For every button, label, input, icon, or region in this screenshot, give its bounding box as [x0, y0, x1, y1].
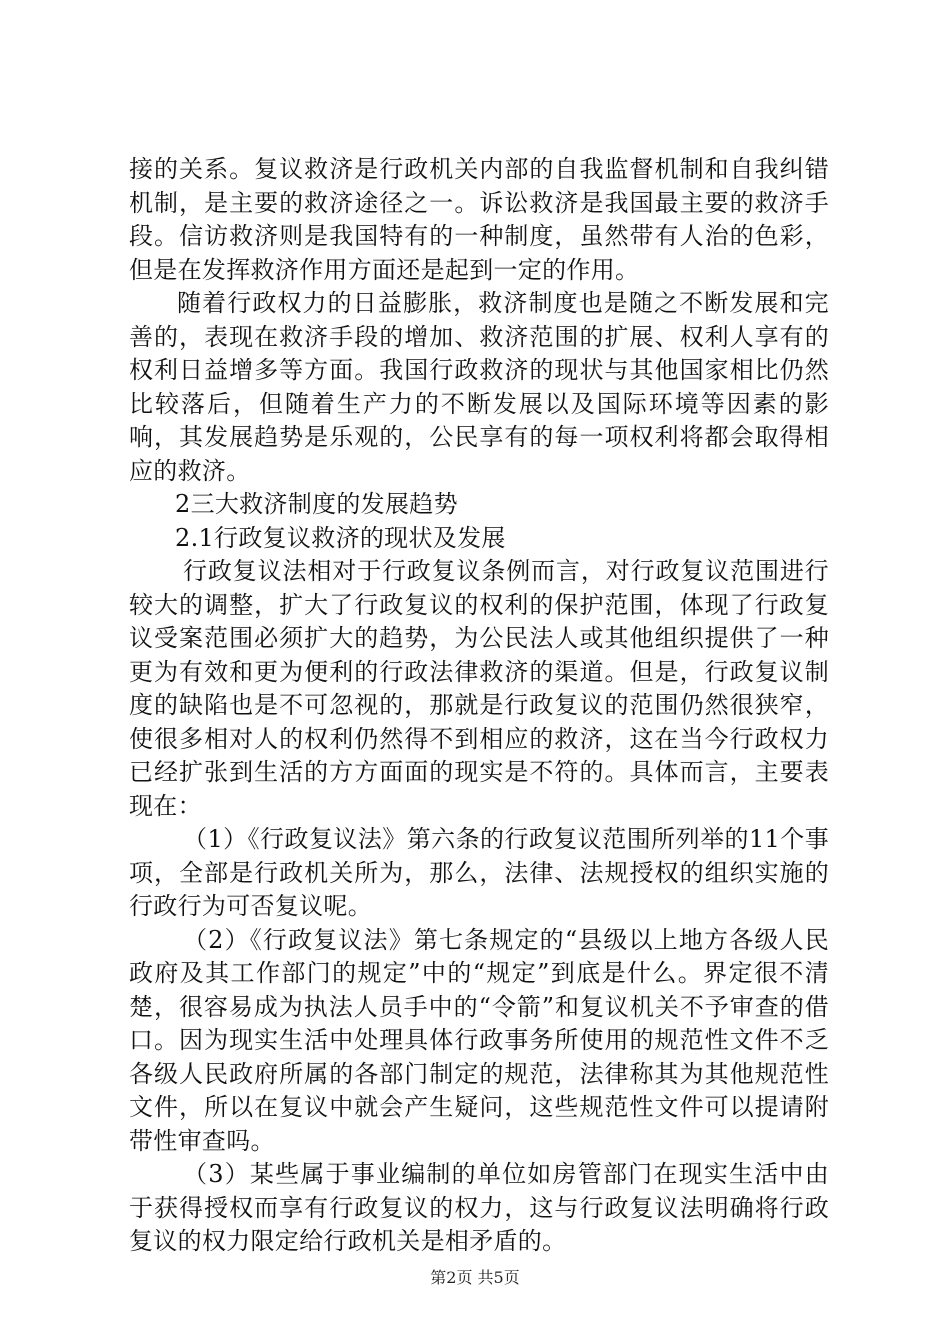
paragraph-development: 随着行政权力的日益膨胀，救济制度也是随之不断发展和完善的，表现在救济手段的增加、救济范围的扩展、权利人享有的权利日益增多等方面。我国行政救济的现状与其他国家相比仍然比较落后，但随着生产力的不断发展以及国际环境等因素的影响，其发展趋势是乐观的，公民享有的每一项权利将都会取得相应的救济。 [129, 289, 829, 485]
list-item-2: （2）《行政复议法》第七条规定的“县级以上地方各级人民政府及其工作部门的规定”中的“规定”到底是什么。界定很不清楚，很容易成为执法人员手中的“令箭”和复议机关不予审查的借口。因为现实生活中处理具体行政事务所使用的规范性文件不乏各级人民政府所属的各部门制定的规范，法律称其为其他规范性文件，所以在复议中就会产生疑问，这些规范性文件可以提请附带性审查吗。 [129, 925, 829, 1155]
subsection-heading: 2.1行政复议救济的现状及发展 [175, 523, 506, 552]
list-item-3: （3）某些属于事业编制的单位如房管部门在现实生活中由于获得授权而享有行政复议的权力，这与行政复议法明确将行政复议的权力限定给行政机关是相矛盾的。 [129, 1160, 829, 1255]
document-body [129, 153, 829, 1259]
paragraph-continuation: 接的关系。复议救济是行政机关内部的自我监督机制和自我纠错机制，是主要的救济途径之一。诉讼救济是我国最主要的救济手段。信访救济则是我国特有的一种制度，虽然带有人治的色彩，但是在发挥救济作用方面还是起到一定的作用。 [129, 155, 829, 284]
page-footer: 第2页 共5页 [430, 1268, 520, 1287]
section-heading: 2三大救济制度的发展趋势 [175, 490, 458, 518]
paragraph-review-law: 行政复议法相对于行政复议条例而言，对行政复议范围进行较大的调整，扩大了行政复议的权利的保护范围，体现了行政复议受案范围必须扩大的趋势，为公民法人或其他组织提供了一种更为有效和更为便利的行政法律救济的渠道。但是，行政复议制度的缺陷也是不可忽视的，那就是行政复议的范围仍然很狭窄，使很多相对人的权利仍然得不到相应的救济，这在当今行政权力已经扩张到生活的方方面面的现实是不符的。具体而言，主要表现在： [129, 557, 829, 820]
list-item-1: （1）《行政复议法》第六条的行政复议范围所列举的11个事项，全部是行政机关所为，那么，法律、法规授权的组织实施的行政行为可否复议呢。 [129, 825, 829, 920]
